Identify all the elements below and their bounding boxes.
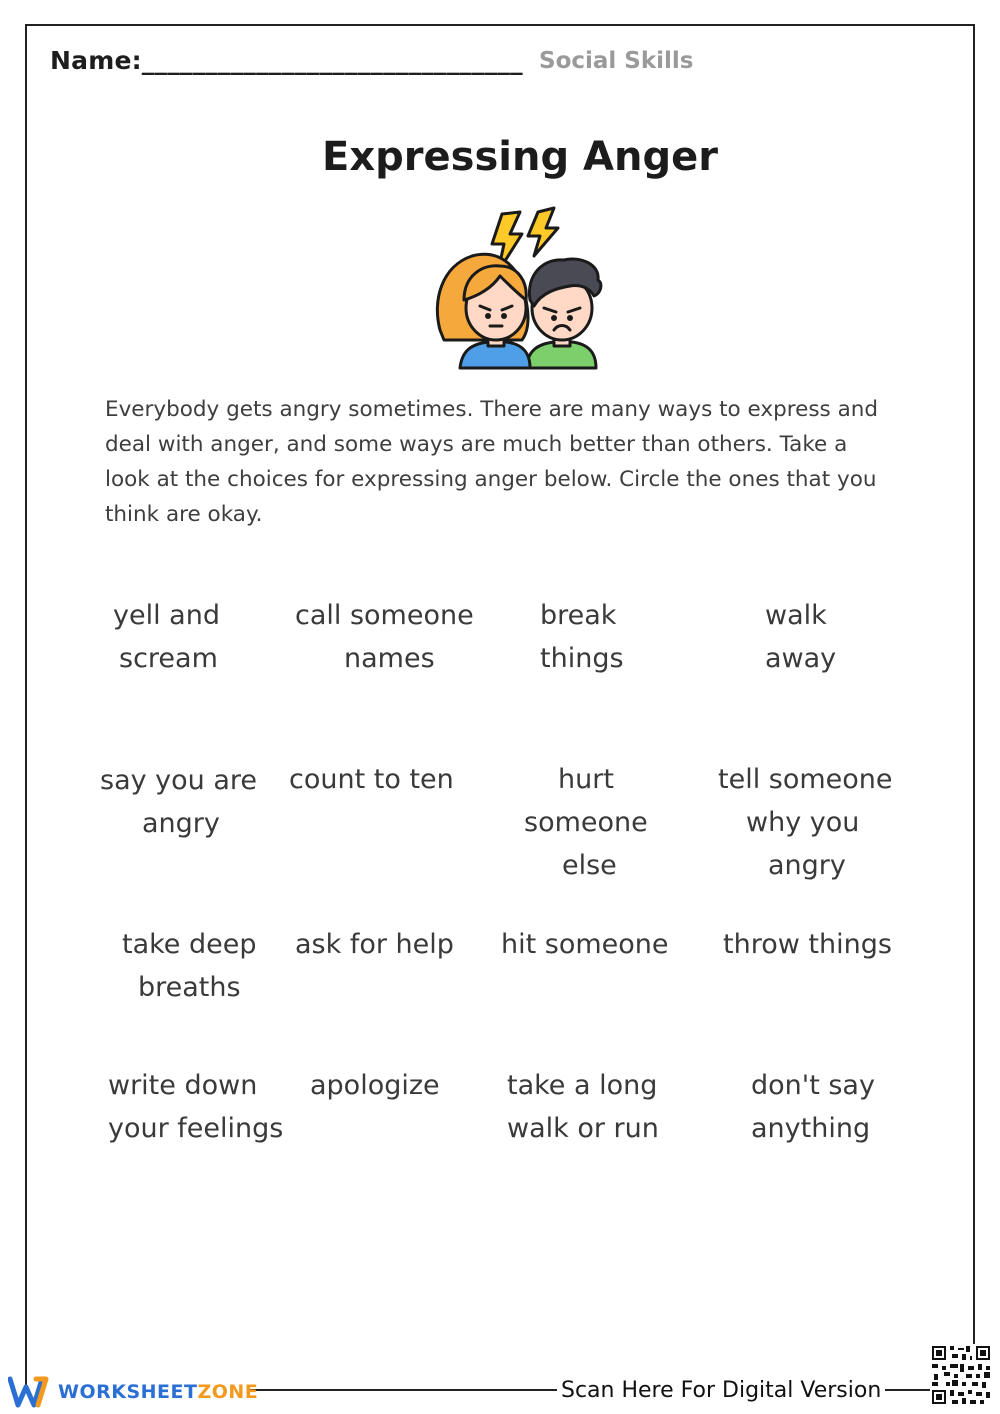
choice-line: say you are <box>100 765 258 796</box>
choice-line: throw things <box>723 929 892 960</box>
choice-line: anything <box>751 1113 871 1144</box>
choice-line: don't say <box>751 1070 875 1101</box>
choice-line: scream <box>119 643 218 674</box>
choice-line: write down <box>108 1070 258 1101</box>
choice-line: take a long <box>507 1070 658 1101</box>
page-title: Expressing Anger <box>322 134 718 180</box>
choice-line: hit someone <box>501 929 669 960</box>
choice-line: away <box>765 643 837 674</box>
choice-line: breaths <box>138 972 241 1003</box>
choice-line: break <box>540 600 617 631</box>
worksheet-zone-logo-icon <box>8 1375 56 1409</box>
choice-line: things <box>540 643 624 674</box>
choice-line: tell someone <box>718 764 893 795</box>
choice-line: hurt <box>558 764 614 795</box>
choice-apologize[interactable] <box>310 1064 440 1107</box>
qr-code-icon[interactable] <box>930 1344 992 1406</box>
choice-line: walk or run <box>507 1113 659 1144</box>
choice-line: call someone <box>295 600 474 631</box>
angry-kids-icon <box>430 200 610 378</box>
choice-write-down-feelings[interactable] <box>108 1064 283 1150</box>
choice-line: walk <box>765 600 827 631</box>
choice-line: count to ten <box>289 764 454 795</box>
choice-take-a-long-walk[interactable] <box>507 1064 659 1150</box>
choice-line: apologize <box>310 1070 440 1101</box>
choice-count-to-ten[interactable] <box>289 758 454 801</box>
choice-hurt-someone-else[interactable] <box>524 758 648 887</box>
choice-break-things[interactable] <box>540 594 624 680</box>
choice-line: else <box>562 850 617 881</box>
choice-line: ask for help <box>295 929 454 960</box>
choice-take-deep-breaths[interactable] <box>122 923 257 1009</box>
choice-say-you-are-angry[interactable] <box>100 759 257 845</box>
choice-hit-someone[interactable] <box>501 923 669 966</box>
intro-paragraph: Everybody gets angry sometimes. There are many ways to express and deal with anger, and some ways are much better than others. Take a look at the choices for expressing anger below. Circle the ones that you think are okay. <box>105 397 879 527</box>
brand-name <box>58 1381 258 1403</box>
choice-line: take deep <box>122 929 257 960</box>
scan-prompt: Scan Here For Digital Version <box>557 1378 885 1403</box>
choice-line: angry <box>768 850 846 881</box>
choice-call-someone-names[interactable] <box>295 594 474 680</box>
choice-yell-and-scream[interactable] <box>113 594 220 680</box>
choice-walk-away[interactable] <box>765 594 836 680</box>
choice-line: angry <box>142 808 220 839</box>
choice-dont-say-anything[interactable] <box>751 1064 875 1150</box>
choice-line: yell and <box>113 600 220 631</box>
choice-line: why you <box>746 807 860 838</box>
choice-throw-things[interactable] <box>723 923 892 966</box>
choice-line: someone <box>524 807 648 838</box>
subject-label: Social Skills <box>539 48 694 74</box>
choice-line: your feelings <box>108 1113 284 1144</box>
choice-tell-someone-why[interactable] <box>718 758 893 887</box>
brand-logo[interactable] <box>8 1374 258 1410</box>
brand-name-part2: ZONE <box>197 1381 259 1403</box>
name-field-label: Name:______________________________ <box>50 46 523 75</box>
brand-name-part1: WORKSHEET <box>58 1381 198 1403</box>
choice-line: names <box>344 643 435 674</box>
choice-ask-for-help[interactable] <box>295 923 454 966</box>
